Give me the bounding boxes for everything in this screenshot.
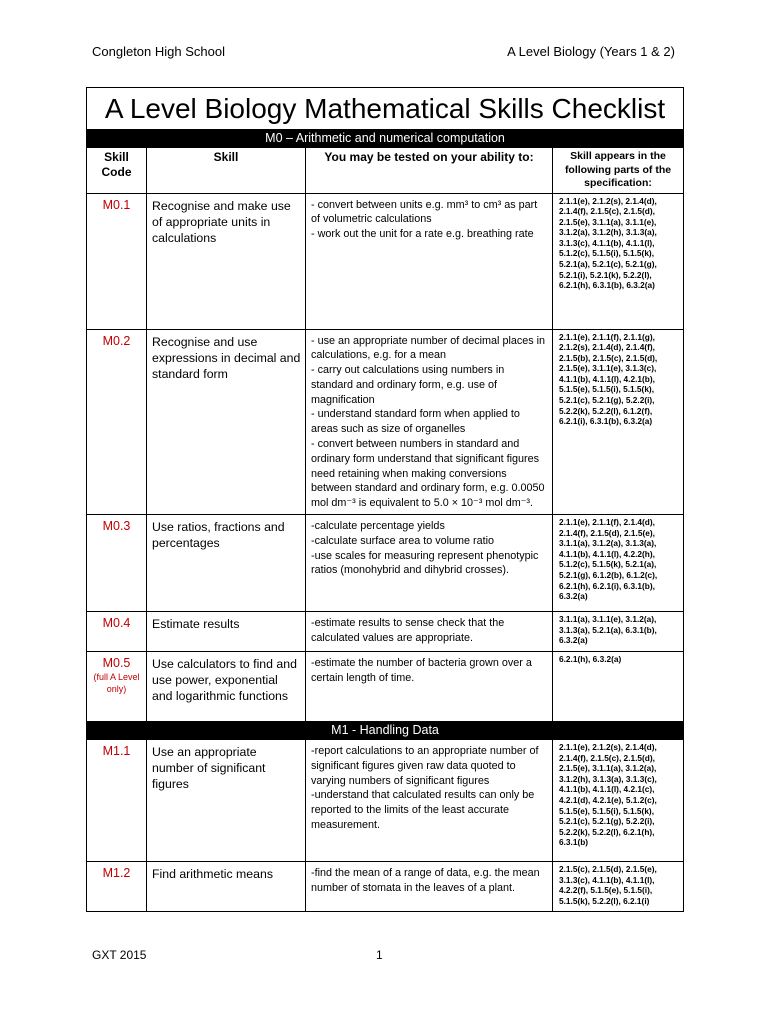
tested-item: - convert between units e.g. mm³ to cm³ as part of volumetric calculations [311, 198, 538, 226]
skill-row [87, 862, 684, 912]
skill-code: M0.5 [102, 656, 131, 671]
skill-code-note: (full A Level only) [93, 672, 140, 695]
footer-label: GXT 2015 [92, 948, 147, 962]
skill-code: M1.1 [102, 744, 131, 759]
tested-abilities [306, 862, 553, 912]
section-heading: M0 – Arithmetic and numerical computation [87, 130, 684, 148]
skill-description: Recognise and make use of appropriate units in calculations [147, 193, 306, 329]
tested-item: - understand standard form when applied to areas such as size of organelles [311, 408, 520, 436]
tested-item: -report calculations to an appropriate number of significant figures given raw data quoted to varying numbers of significant figures [311, 745, 539, 787]
skill-code-cell [87, 740, 147, 862]
skill-code: M1.2 [102, 866, 131, 881]
skill-code: M0.1 [102, 197, 131, 212]
column-header-spec: Skill appears in the following parts of the specification: [553, 148, 684, 194]
column-header-skill: Skill [147, 148, 306, 194]
tested-abilities [306, 515, 553, 612]
skill-description: Estimate results [147, 612, 306, 652]
skill-row [87, 612, 684, 652]
tested-item: -understand that calculated results can only be reported to the limits of the least accurate measurement. [311, 789, 535, 832]
tested-item: -calculate percentage yields [311, 520, 445, 533]
page-number: 1 [376, 948, 383, 962]
tested-item: -calculate surface area to volume ratio [311, 534, 495, 547]
specification-refs: 2.1.5(c), 2.1.5(d), 2.1.5(e), 3.1.3(c), 4.1.1(b), 4.1.1(l), 4.2.2(f), 5.1.5(e), 5.1.5(i), 5.1.5(k), 5.2.2(l), 6.2.1(i) [553, 862, 684, 912]
skills-checklist-table [86, 87, 684, 912]
page-title: A Level Biology Mathematical Skills Checklist [87, 88, 684, 130]
skill-code: M0.2 [102, 333, 131, 348]
tested-item: -use scales for measuring represent phenotypic ratios (monohybrid and dihybrid crosses). [311, 549, 539, 577]
skill-code-cell [87, 612, 147, 652]
specification-refs: 3.1.1(a), 3.1.1(e), 3.1.2(a), 3.1.3(a), 5.2.1(a), 6.3.1(b), 6.3.2(a) [553, 612, 684, 652]
skill-description: Use an appropriate number of significant figures [147, 740, 306, 862]
skill-code-cell [87, 193, 147, 329]
tested-abilities [306, 612, 553, 652]
specification-refs: 2.1.1(e), 2.1.1(f), 2.1.4(d), 2.1.4(f), 2.1.5(d), 2.1.5(e), 3.1.1(a), 3.1.2(a), 3.1.3(a), 4.1.1(b), 4.1.1(l), 4.2.2(h), 5.1.2(c), 5.1.5(k), 5.2.1(a), 5.2.1(g), 6.1.2(b), 6.1.2(c), 6.2.1(h), 6.2.1(i), 6.3.1(b), 6.3.2(a) [553, 515, 684, 612]
skill-row [87, 740, 684, 862]
skill-description: Find arithmetic means [147, 862, 306, 912]
skill-code-cell [87, 515, 147, 612]
section-heading: M1 - Handling Data [87, 722, 684, 740]
skill-row [87, 515, 684, 612]
column-header-tested: You may be tested on your ability to: [306, 148, 553, 194]
specification-refs: 2.1.1(e), 2.1.2(s), 2.1.4(d), 2.1.4(f), 2.1.5(c), 2.1.5(d), 2.1.5(e), 3.1.1(a), 3.1.2(a), 3.1.2(h), 3.1.3(a), 3.1.3(c), 4.1.1(b), 4.1.1(l), 4.2.1(c), 4.2.1(d), 4.2.1(e), 5.1.2(c), 5.1.5(e), 5.1.5(i), 5.1.5(k), 5.2.1(c), 5.2.1(g), 5.2.2(i), 5.2.2(k), 5.2.2(l), 6.2.1(h), 6.3.1(b) [553, 740, 684, 862]
tested-item: - carry out calculations using numbers in standard and ordinary form, e.g. use of magnification [311, 364, 505, 406]
tested-item: - work out the unit for a rate e.g. breathing rate [311, 228, 534, 241]
tested-item: -find the mean of a range of data, e.g. the mean number of stomata in the leaves of a plant. [311, 867, 540, 894]
column-header-code: Skill Code [87, 148, 147, 194]
specification-refs: 6.2.1(h), 6.3.2(a) [553, 652, 684, 722]
skill-description: Recognise and use expressions in decimal and standard form [147, 329, 306, 515]
tested-abilities [306, 740, 553, 862]
skill-code-cell [87, 329, 147, 515]
skill-code: M0.3 [102, 519, 131, 534]
specification-refs: 2.1.1(e), 2.1.1(f), 2.1.1(g), 2.1.2(s), 2.1.4(d), 2.1.4(f), 2.1.5(b), 2.1.5(c), 2.1.5(d), 2.1.5(e), 3.1.1(e), 3.1.3(c), 4.1.1(b), 4.1.1(l), 4.2.1(b), 5.1.5(e), 5.1.5(i), 5.1.5(k), 5.2.1(c), 5.2.1(g), 5.2.2(i), 5.2.2(k), 5.2.2(l), 6.1.2(f), 6.2.1(i), 6.3.1(b), 6.3.2(a) [553, 329, 684, 515]
header-school: Congleton High School [92, 44, 225, 59]
skill-row [87, 193, 684, 329]
skill-description: Use calculators to find and use power, exponential and logarithmic functions [147, 652, 306, 722]
skill-code-cell [87, 652, 147, 722]
specification-refs: 2.1.1(e), 2.1.2(s), 2.1.4(d), 2.1.4(f), 2.1.5(c), 2.1.5(d), 2.1.5(e), 3.1.1(a), 3.1.1(e), 3.1.2(a), 3.1.2(h), 3.1.3(a), 3.1.3(c), 4.1.1(b), 4.1.1(l), 5.1.2(c), 5.1.5(i), 5.1.5(k), 5.2.1(a), 5.2.1(c), 5.2.1(g), 5.2.1(i), 5.2.1(k), 5.2.2(l), 6.2.1(h), 6.3.1(b), 6.3.2(a) [553, 193, 684, 329]
tested-item: - convert between numbers in standard and ordinary form understand that significant figures need retaining when making conversions between standard and ordinary form, e.g. 0.0050 mol dm⁻³ is equivalent to 5.0 × 10⁻³ mol dm⁻³. [311, 438, 545, 510]
tested-abilities [306, 329, 553, 515]
skill-code-cell [87, 862, 147, 912]
skill-row [87, 329, 684, 515]
tested-item: -estimate results to sense check that the calculated values are appropriate. [311, 617, 505, 644]
tested-item: - use an appropriate number of decimal places in calculations, e.g. for a mean [311, 334, 546, 362]
tested-abilities [306, 193, 553, 329]
skill-description: Use ratios, fractions and percentages [147, 515, 306, 612]
skill-code: M0.4 [102, 616, 131, 631]
skill-row [87, 652, 684, 722]
tested-abilities [306, 652, 553, 722]
tested-item: -estimate the number of bacteria grown over a certain length of time. [311, 657, 532, 684]
header-course: A Level Biology (Years 1 & 2) [507, 44, 675, 59]
